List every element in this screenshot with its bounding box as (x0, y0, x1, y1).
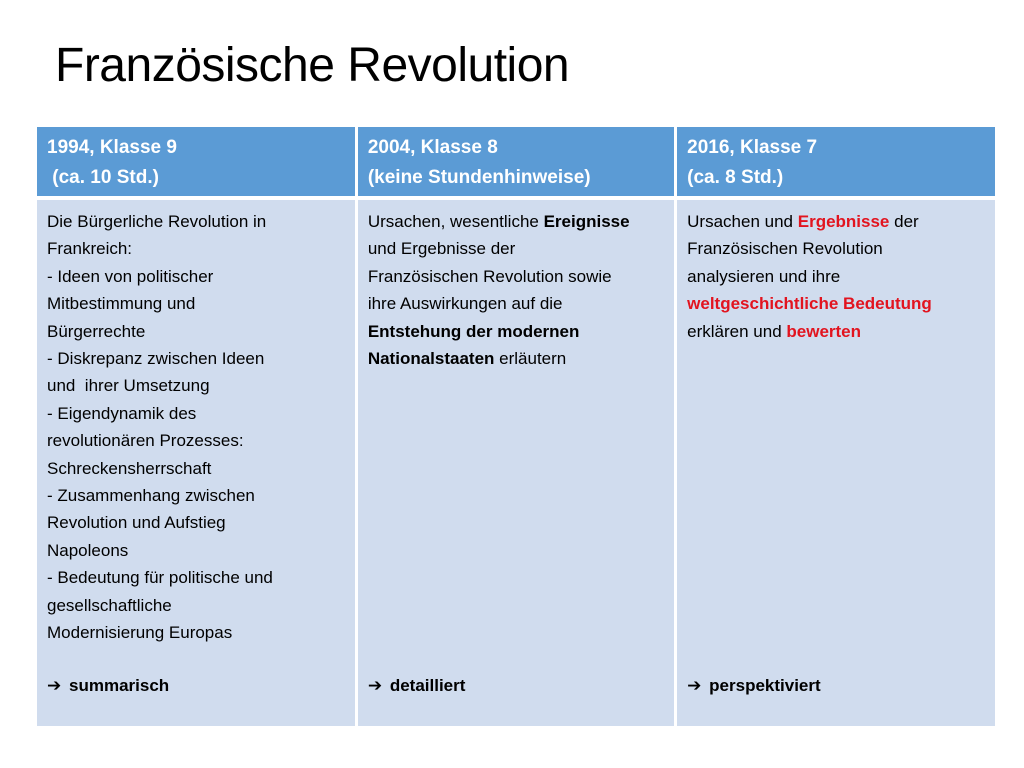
cell-line (687, 235, 985, 262)
text-run: Ursachen, wesentliche (367, 212, 544, 231)
text-run: der (889, 212, 919, 231)
bold-text: Entstehung der modernen (367, 321, 580, 341)
conclusion-label: detailliert (389, 676, 466, 695)
cell-line (47, 537, 345, 564)
cell-line (687, 263, 985, 290)
bold-text: Nationalstaaten (367, 349, 495, 369)
text-run: Modernisierung Europas (47, 623, 233, 643)
text-run: Ursachen und (687, 212, 798, 231)
text-run: erklären und (687, 321, 787, 341)
cell-line (47, 318, 345, 345)
text-run: und Ergebnisse der (367, 239, 516, 259)
conclusion-detailliert (368, 672, 466, 699)
cell-line (687, 290, 985, 317)
cell-text (687, 208, 985, 345)
header-hours: (keine Stundenhinweise) (367, 167, 591, 188)
arrow-right-icon: ➔ (687, 676, 702, 695)
cell-line (47, 290, 345, 317)
text-run: Schreckensherrschaft (47, 458, 212, 478)
text-run: revolutionären Prozesses: (47, 431, 244, 451)
cell-line (47, 263, 345, 290)
header-year-grade: 2016, Klasse 7 (687, 137, 818, 158)
text-run: Napoleons (47, 540, 129, 560)
bold-text: Ereignisse (543, 212, 630, 231)
text-run: gesellschaftliche (47, 595, 172, 615)
text-run: Mitbestimmung und (47, 294, 196, 314)
cell-line (47, 400, 345, 427)
text-run: Französischen Revolution (687, 239, 883, 259)
text-run: Die Bürgerliche Revolution in (47, 212, 267, 231)
content-row (37, 198, 995, 726)
cell-line (687, 318, 985, 345)
text-run: - Diskrepanz zwischen Ideen (47, 349, 265, 369)
cell-line (47, 345, 345, 372)
cell-line (368, 208, 664, 235)
arrow-right-icon: ➔ (367, 676, 383, 695)
header-hours: (ca. 8 Std.) (687, 167, 784, 188)
text-run: erläutern (494, 349, 567, 369)
slide-title: Französische Revolution (55, 39, 570, 92)
header-cell-1994 (37, 127, 356, 198)
conclusion-summarisch (47, 672, 169, 699)
header-year-grade: 2004, Klasse 8 (367, 137, 498, 158)
cell-line (47, 427, 345, 454)
cell-line (47, 482, 345, 509)
text-run: ihre Auswirkungen auf die (367, 294, 563, 314)
cell-line (47, 592, 345, 619)
header-row (37, 127, 995, 198)
header-cell-2004 (356, 127, 675, 198)
cell-line (368, 235, 664, 262)
cell-line (47, 619, 345, 646)
cell-line (47, 208, 345, 235)
text-run: Revolution und Aufstieg (47, 513, 226, 533)
cell-line (47, 455, 345, 482)
emphasis-text: weltgeschichtliche Bedeutung (687, 294, 932, 314)
cell-line (47, 564, 345, 591)
comparison-table (37, 127, 995, 726)
cell-line (47, 372, 345, 399)
emphasis-text: bewerten (786, 321, 862, 341)
cell-line (368, 290, 664, 317)
conclusion-label: summarisch (69, 676, 170, 695)
text-run: - Zusammenhang zwischen (47, 486, 255, 506)
text-run: - Ideen von politischer (47, 266, 214, 286)
cell-text (47, 208, 345, 647)
text-run: Bürgerrechte (47, 321, 146, 341)
cell-line (687, 208, 985, 235)
header-hours: (ca. 10 Std.) (47, 167, 159, 188)
header-cell-2016 (676, 127, 995, 198)
content-cell-2004 (356, 198, 675, 726)
text-run: - Bedeutung für politische und (47, 568, 273, 588)
text-run: - Eigendynamik des (47, 403, 197, 423)
cell-line (47, 509, 345, 536)
text-run: Frankreich: (47, 239, 133, 259)
cell-line (368, 263, 664, 290)
conclusion-label: perspektiviert (709, 676, 821, 695)
conclusion-perspektiviert (687, 672, 821, 699)
cell-text (368, 208, 664, 372)
text-run: und ihrer Umsetzung (47, 376, 210, 396)
arrow-right-icon: ➔ (47, 676, 62, 695)
content-cell-2016 (676, 198, 995, 726)
cell-line (368, 318, 664, 345)
cell-line (368, 345, 664, 372)
cell-line (47, 235, 345, 262)
emphasis-text: Ergebnisse (797, 212, 890, 231)
content-cell-1994 (37, 198, 356, 726)
header-year-grade: 1994, Klasse 9 (47, 137, 177, 158)
text-run: Französischen Revolution sowie (367, 266, 612, 286)
text-run: analysieren und ihre (687, 266, 841, 286)
